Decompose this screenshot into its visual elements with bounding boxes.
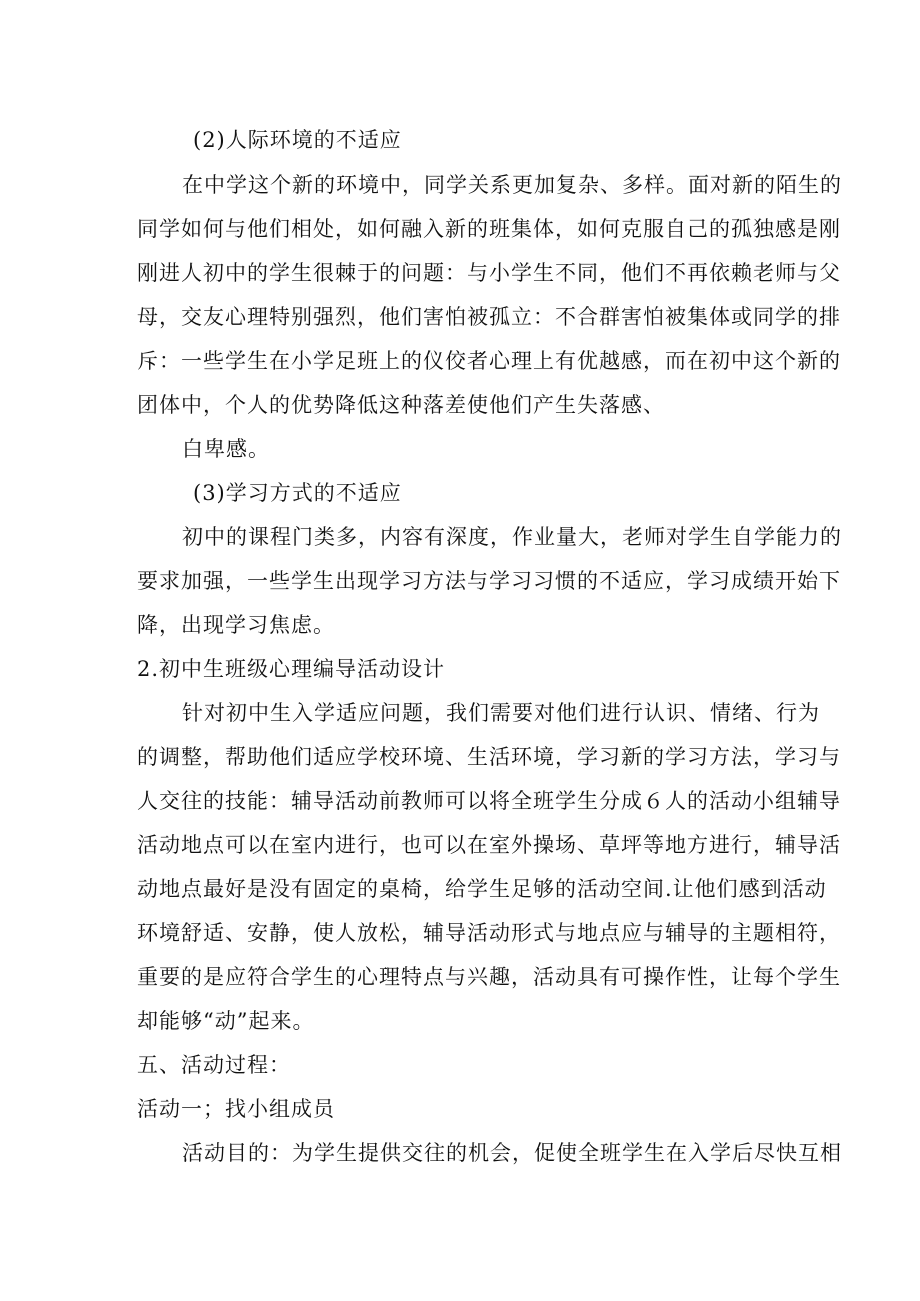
paragraph-line: 人交往的技能：辅导活动前教师可以将全班学生分成６人的活动小组辅导 <box>137 789 841 813</box>
part-5-heading: 五、活动过程： <box>137 1053 291 1077</box>
paragraph-line: 的调整，帮助他们适应学校环境、生活环境，学习新的学习方法，学习与 <box>137 745 841 769</box>
paragraph-line: 团体中，个人的优势降低这种落差使他们产生失落感、 <box>137 393 665 417</box>
paragraph-line: 初中的课程门类多，内容有深度，作业量大，老师对学生自学能力的 <box>182 525 842 549</box>
paragraph-line: 刚进人初中的学生很棘于的问题：与小学生不同，他们不再依赖老师与父 <box>137 261 841 285</box>
paragraph-line: 针对初中生入学适应问题，我们需要对他们进行认识、情绪、行为 <box>182 701 820 725</box>
paragraph-line: 母，交友心理特别强烈，他们害怕被孤立：不合群害怕被集体或同学的排 <box>137 305 841 329</box>
paragraph-line: 却能够“动”起来。 <box>137 1009 315 1033</box>
section-3-heading: (3)学习方式的不适应 <box>193 481 402 505</box>
paragraph-line: 要求加强，一些学生出现学习方法与学习习惯的不适应，学习成绩开始下 <box>137 569 841 593</box>
paragraph-line: 动地点最好是没有固定的桌椅，给学生足够的活动空间.让他们感到活动 <box>137 877 827 901</box>
paragraph-line: 斥：一些学生在小学足班上的仪佼者心理上有优越感，而在初中这个新的 <box>137 349 841 373</box>
section-2-heading: (2)人际环境的不适应 <box>193 128 402 152</box>
paragraph-line: 重要的是应符合学生的心理特点与兴趣，活动具有可操作性，让每个学生 <box>137 965 841 989</box>
part-2-heading: 2.初中生班级心理编导活动设计 <box>137 657 446 681</box>
paragraph-line: 环境舒适、安静，使人放松，辅导活动形式与地点应与辅导的主题相符， <box>137 921 841 945</box>
paragraph-line: 同学如何与他们相处，如何融入新的班集体，如何克服自己的孤独感是刚 <box>137 217 841 241</box>
paragraph-line: 降，出现学习焦虑。 <box>137 613 335 637</box>
paragraph-line: 白卑感。 <box>182 437 270 461</box>
paragraph-line: 活动地点可以在室内进行，也可以在室外操场、草坪等地方进行，辅导活 <box>137 833 841 857</box>
paragraph-line: 活动目的：为学生提供交往的机会，促使全班学生在入学后尽快互相 <box>182 1141 842 1165</box>
paragraph-line: 在中学这个新的环境中，同学关系更加复杂、多样。面对新的陌生的 <box>182 173 842 197</box>
activity-1-heading: 活动一；找小组成员 <box>137 1097 335 1121</box>
